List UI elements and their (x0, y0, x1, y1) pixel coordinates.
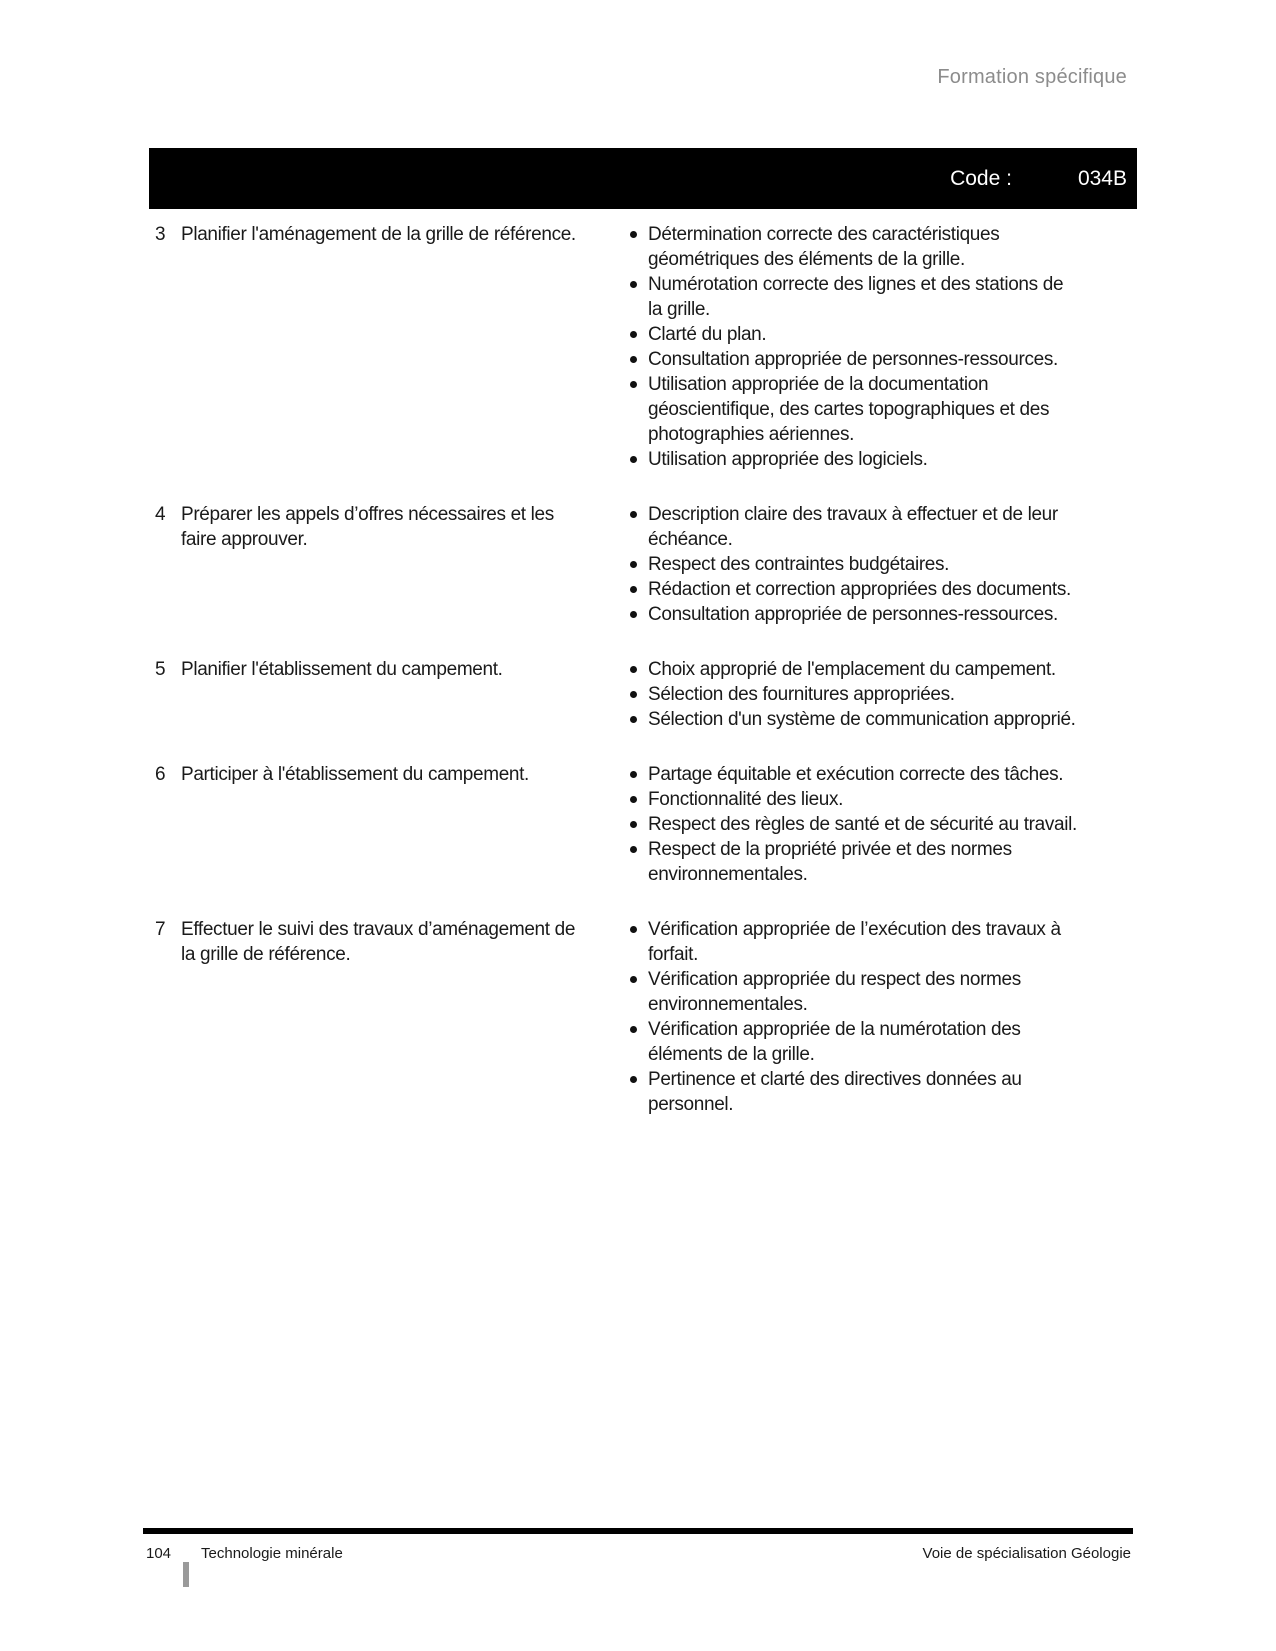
objective-number: 6 (155, 764, 166, 785)
objective-number: 3 (155, 224, 166, 245)
criterion-item: Respect des contraintes budgétaires. (627, 552, 1079, 577)
criterion-item: Description claire des travaux à effectuer et de leur échéance. (627, 502, 1079, 552)
criteria-cell (627, 222, 1079, 472)
objective-cell (143, 657, 587, 682)
footer-mark (183, 1562, 189, 1587)
criterion-item: Numérotation correcte des lignes et des stations de la grille. (627, 272, 1079, 322)
criterion-item: Pertinence et clarté des directives données au personnel. (627, 1067, 1079, 1117)
criterion-item: Sélection d'un système de communication approprié. (627, 707, 1079, 732)
objective-cell (143, 917, 587, 967)
page-number: 104 (146, 1545, 172, 1562)
objective-cell (143, 762, 587, 787)
criteria-list (627, 917, 1079, 1117)
criteria-cell (627, 762, 1079, 887)
criteria-list (627, 657, 1079, 732)
objectives-criteria-table (143, 222, 1135, 1147)
criterion-item: Vérification appropriée du respect des normes environnementales. (627, 967, 1079, 1017)
objective-cell (143, 222, 587, 247)
objective-number: 4 (155, 504, 166, 525)
criterion-item: Consultation appropriée de personnes-ressources. (627, 602, 1079, 627)
criterion-item: Sélection des fournitures appropriées. (627, 682, 1079, 707)
criteria-list (627, 502, 1079, 627)
objective-text: Effectuer le suivi des travaux d’aménagement de la grille de référence. (181, 919, 576, 965)
section-row (143, 657, 1135, 732)
criteria-cell (627, 502, 1079, 627)
criterion-item: Respect des règles de santé et de sécurité au travail. (627, 812, 1079, 837)
code-value: 034B (1077, 166, 1127, 190)
footer-right-text: Voie de spécialisation Géologie (922, 1545, 1131, 1562)
criterion-item: Partage équitable et exécution correcte des tâches. (627, 762, 1079, 787)
criterion-item: Utilisation appropriée de la documentation géoscientifique, des cartes topographiques et des photographies aériennes. (627, 372, 1079, 447)
criterion-item: Respect de la propriété privée et des normes environnementales. (627, 837, 1079, 887)
objective-cell (143, 502, 587, 552)
section-row (143, 762, 1135, 887)
footer-left-text: Technologie minérale (201, 1545, 343, 1562)
objective-text: Planifier l'établissement du campement. (181, 659, 503, 680)
section-row (143, 222, 1135, 472)
objective-text: Participer à l'établissement du campement. (181, 764, 529, 785)
criteria-list (627, 222, 1079, 472)
footer-rule (143, 1528, 1133, 1534)
criterion-item: Clarté du plan. (627, 322, 1079, 347)
objective-text: Préparer les appels d’offres nécessaires et les faire approuver. (181, 504, 554, 550)
objective-number: 5 (155, 659, 166, 680)
criterion-item: Vérification appropriée de la numérotation des éléments de la grille. (627, 1017, 1079, 1067)
criteria-cell (627, 657, 1079, 732)
criterion-item: Vérification appropriée de l’exécution des travaux à forfait. (627, 917, 1079, 967)
criteria-list (627, 762, 1079, 887)
criterion-item: Détermination correcte des caractéristiques géométriques des éléments de la grille. (627, 222, 1079, 272)
criteria-cell (627, 917, 1079, 1117)
criterion-item: Consultation appropriée de personnes-ressources. (627, 347, 1079, 372)
footer-left (146, 1545, 343, 1562)
criterion-item: Rédaction et correction appropriées des documents. (627, 577, 1079, 602)
objective-number: 7 (155, 919, 166, 940)
section-row (143, 502, 1135, 627)
section-row (143, 917, 1135, 1117)
criterion-item: Choix approprié de l'emplacement du campement. (627, 657, 1079, 682)
running-head: Formation spécifique (937, 66, 1127, 88)
objective-text: Planifier l'aménagement de la grille de référence. (181, 224, 576, 245)
code-label: Code : (950, 166, 1012, 190)
criterion-item: Utilisation appropriée des logiciels. (627, 447, 1079, 472)
code-bar (149, 148, 1137, 209)
criterion-item: Fonctionnalité des lieux. (627, 787, 1079, 812)
